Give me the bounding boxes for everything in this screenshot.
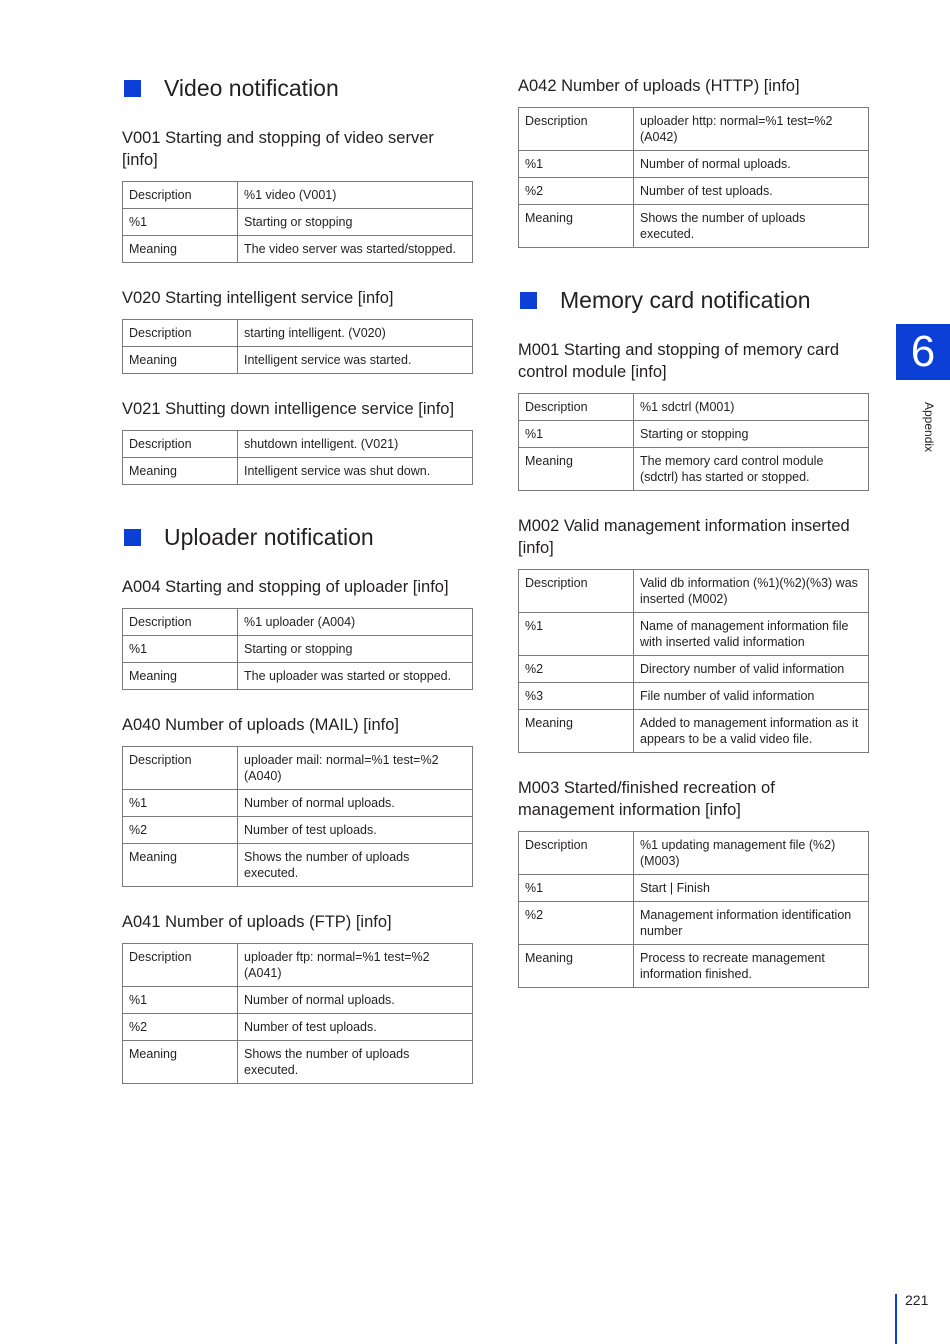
message-entry — [122, 911, 473, 1084]
table-row — [519, 108, 869, 151]
row-value: Number of test uploads. — [238, 1014, 473, 1041]
chapter-label: Appendix — [922, 402, 936, 453]
message-entry — [518, 777, 869, 988]
message-entry — [122, 127, 473, 263]
entry-title: V021 Shutting down intelligence service [info] — [122, 400, 455, 418]
row-value: Intelligent service was shut down. — [238, 458, 473, 485]
table-row — [519, 710, 869, 753]
row-label: Description — [519, 108, 634, 151]
entry-title: A041 Number of uploads (FTP) [info] — [122, 913, 392, 931]
row-value: %1 sdctrl (M001) — [634, 394, 869, 421]
entry-title: A040 Number of uploads (MAIL) [info] — [122, 716, 399, 734]
row-value: Directory number of valid information — [634, 656, 869, 683]
table-row — [519, 151, 869, 178]
message-table — [518, 569, 869, 753]
notification-section — [122, 519, 473, 1084]
row-label: Description — [123, 182, 238, 209]
table-row — [123, 236, 473, 263]
table-row — [123, 458, 473, 485]
entry-title: M003 Started/finished recreation of management information [info] — [518, 779, 775, 819]
square-bullet-icon — [124, 529, 141, 546]
row-value: Starting or stopping — [634, 421, 869, 448]
row-label: %2 — [519, 178, 634, 205]
row-label: Description — [123, 431, 238, 458]
table-row — [123, 663, 473, 690]
row-label: %1 — [519, 875, 634, 902]
row-label: Meaning — [519, 945, 634, 988]
row-label: Description — [123, 944, 238, 987]
row-value: %1 video (V001) — [238, 182, 473, 209]
table-row — [519, 656, 869, 683]
row-value: Process to recreate management information finished. — [634, 945, 869, 988]
row-value: uploader http: normal=%1 test=%2 (A042) — [634, 108, 869, 151]
row-value: Starting or stopping — [238, 636, 473, 663]
page-number: 221 — [905, 1292, 929, 1308]
message-table — [518, 393, 869, 491]
row-value: File number of valid information — [634, 683, 869, 710]
notification-section — [122, 70, 473, 485]
row-label: %3 — [519, 683, 634, 710]
row-label: %1 — [519, 151, 634, 178]
message-table — [122, 319, 473, 374]
row-value: Shows the number of uploads executed. — [634, 205, 869, 248]
table-row — [123, 1041, 473, 1084]
right-column — [518, 75, 869, 988]
page-number-rule — [895, 1294, 897, 1344]
row-label: Meaning — [519, 205, 634, 248]
row-value: Shows the number of uploads executed. — [238, 1041, 473, 1084]
section-heading-text: Memory card notification — [560, 286, 811, 313]
row-label: Description — [519, 394, 634, 421]
row-value: uploader ftp: normal=%1 test=%2 (A041) — [238, 944, 473, 987]
entry-title: M001 Starting and stopping of memory card control module [info] — [518, 341, 840, 381]
notification-section — [518, 282, 869, 988]
chapter-number: 6 — [910, 327, 936, 376]
message-entry — [518, 75, 869, 248]
row-label: Description — [123, 320, 238, 347]
table-row — [519, 178, 869, 205]
chapter-tab[interactable] — [896, 324, 950, 380]
message-entry — [122, 398, 473, 485]
row-value: Number of normal uploads. — [238, 790, 473, 817]
row-label: %2 — [123, 817, 238, 844]
row-label: Meaning — [123, 347, 238, 374]
table-row — [123, 817, 473, 844]
message-entry — [518, 339, 869, 491]
row-value: %1 uploader (A004) — [238, 609, 473, 636]
message-table — [122, 181, 473, 263]
message-table — [122, 746, 473, 887]
row-label: Description — [519, 570, 634, 613]
table-row — [123, 431, 473, 458]
table-row — [123, 987, 473, 1014]
section-heading — [122, 70, 473, 106]
table-row — [519, 902, 869, 945]
table-row — [519, 448, 869, 491]
table-row — [123, 209, 473, 236]
table-row — [123, 747, 473, 790]
message-entry — [122, 714, 473, 887]
row-label: Meaning — [519, 710, 634, 753]
entry-title: V020 Starting intelligent service [info] — [122, 289, 394, 307]
row-value: Start | Finish — [634, 875, 869, 902]
row-label: Meaning — [123, 1041, 238, 1084]
section-heading — [122, 519, 473, 555]
table-row — [519, 875, 869, 902]
row-label: %2 — [519, 656, 634, 683]
message-entry — [122, 287, 473, 374]
row-value: Management information identification number — [634, 902, 869, 945]
row-label: %2 — [123, 1014, 238, 1041]
row-value: uploader mail: normal=%1 test=%2 (A040) — [238, 747, 473, 790]
row-value: Intelligent service was started. — [238, 347, 473, 374]
table-row — [519, 394, 869, 421]
left-column — [122, 70, 473, 1084]
row-label: %1 — [519, 613, 634, 656]
row-value: Name of management information file with inserted valid information — [634, 613, 869, 656]
entry-title: V001 Starting and stopping of video server [info] — [122, 129, 434, 169]
message-table — [518, 831, 869, 988]
row-label: Meaning — [519, 448, 634, 491]
row-value: Number of test uploads. — [634, 178, 869, 205]
table-row — [519, 613, 869, 656]
row-label: %1 — [123, 790, 238, 817]
table-row — [123, 320, 473, 347]
row-label: %1 — [123, 209, 238, 236]
row-value: The uploader was started or stopped. — [238, 663, 473, 690]
message-entry — [518, 515, 869, 753]
table-row — [123, 347, 473, 374]
row-value: Valid db information (%1)(%2)(%3) was inserted (M002) — [634, 570, 869, 613]
table-row — [519, 570, 869, 613]
table-row — [519, 421, 869, 448]
table-row — [519, 945, 869, 988]
table-row — [519, 205, 869, 248]
row-label: Meaning — [123, 236, 238, 263]
message-entry — [122, 576, 473, 690]
message-table — [122, 943, 473, 1084]
row-label: Meaning — [123, 663, 238, 690]
table-row — [123, 636, 473, 663]
entry-title: A042 Number of uploads (HTTP) [info] — [518, 77, 800, 95]
table-row — [519, 832, 869, 875]
table-row — [123, 790, 473, 817]
table-row — [123, 944, 473, 987]
row-label: Meaning — [123, 458, 238, 485]
table-row — [123, 609, 473, 636]
row-value: The video server was started/stopped. — [238, 236, 473, 263]
row-label: %1 — [123, 636, 238, 663]
row-value: shutdown intelligent. (V021) — [238, 431, 473, 458]
row-value: Number of normal uploads. — [238, 987, 473, 1014]
section-heading-text: Uploader notification — [164, 523, 374, 550]
row-value: Number of normal uploads. — [634, 151, 869, 178]
row-label: Description — [519, 832, 634, 875]
table-row — [123, 1014, 473, 1041]
row-value: starting intelligent. (V020) — [238, 320, 473, 347]
row-label: Meaning — [123, 844, 238, 887]
table-row — [519, 683, 869, 710]
row-value: Starting or stopping — [238, 209, 473, 236]
row-value: Shows the number of uploads executed. — [238, 844, 473, 887]
section-heading-text: Video notification — [164, 74, 339, 101]
row-value: Added to management information as it appears to be a valid video file. — [634, 710, 869, 753]
entry-title: M002 Valid management information inserted [info] — [518, 517, 850, 557]
row-label: %1 — [123, 987, 238, 1014]
row-value: %1 updating management file (%2)(M003) — [634, 832, 869, 875]
message-table — [122, 430, 473, 485]
row-label: Description — [123, 609, 238, 636]
table-row — [123, 182, 473, 209]
message-table — [122, 608, 473, 690]
table-row — [123, 844, 473, 887]
row-value: The memory card control module (sdctrl) has started or stopped. — [634, 448, 869, 491]
square-bullet-icon — [520, 292, 537, 309]
row-value: Number of test uploads. — [238, 817, 473, 844]
row-label: Description — [123, 747, 238, 790]
row-label: %1 — [519, 421, 634, 448]
section-heading — [518, 282, 869, 318]
row-label: %2 — [519, 902, 634, 945]
entry-title: A004 Starting and stopping of uploader [info] — [122, 578, 449, 596]
square-bullet-icon — [124, 80, 141, 97]
message-table — [518, 107, 869, 248]
